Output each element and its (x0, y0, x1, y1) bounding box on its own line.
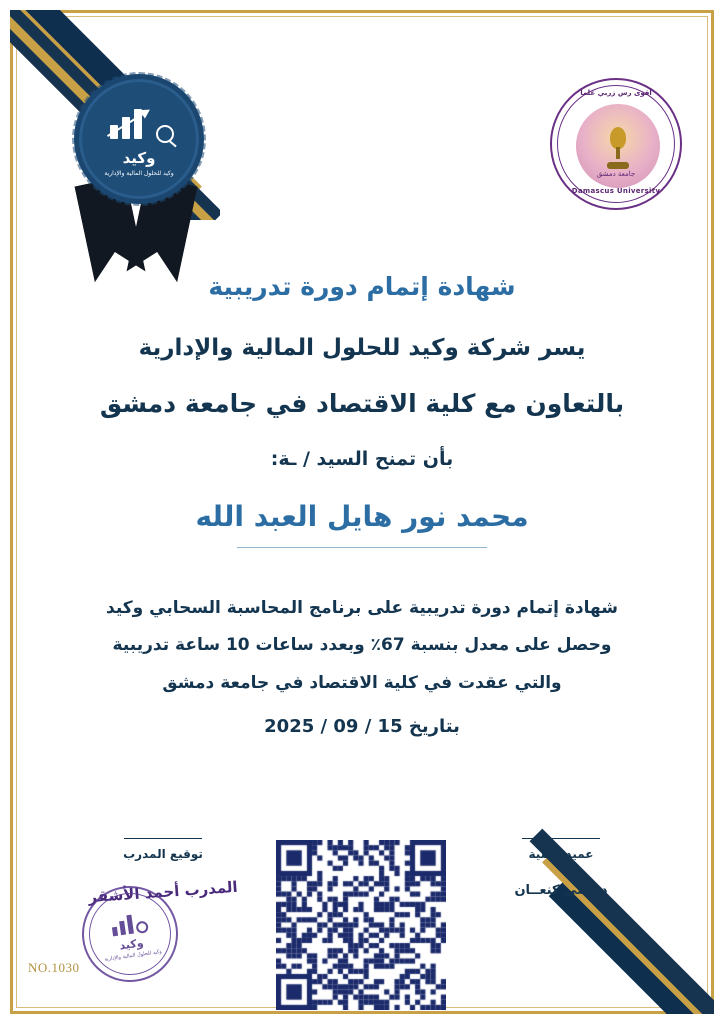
trainer-signature-block (58, 838, 268, 963)
trainer-role-label: توقيع المدرب (123, 847, 203, 861)
certificate-body (52, 272, 672, 737)
company-brand-name: وكيد (122, 148, 156, 167)
description-line-3: والتي عقدت في كلية الاقتصاد في جامعة دمشق (162, 672, 562, 693)
description-line-1: شهادة إتمام دورة تدريبية على برنامج المحاسبة السحابي وكيد (106, 598, 618, 618)
seal-text-arabic: جامعة دمشق (596, 170, 636, 178)
stamp-growth-chart-icon (104, 907, 153, 939)
trainer-signature-rule (124, 838, 202, 839)
stamp-tagline: وكيد للحلول المالية والإدارية (103, 948, 163, 963)
issue-date: بتاريخ 15 / 09 / 2025 (264, 716, 460, 738)
seal-text-english: Damascus University (571, 187, 661, 195)
dean-role-label: عميد الكلية (528, 847, 594, 861)
university-seal (550, 78, 682, 210)
stamp-brand-name: وكيد (118, 935, 145, 953)
dean-signature-block (456, 838, 666, 898)
company-tagline: وكيد للحلول المالية والإدارية (104, 169, 174, 177)
recipient-name-rule (237, 547, 487, 548)
dean-signature-rule (522, 838, 600, 839)
issuing-company-line: يسر شركة وكيد للحلول المالية والإدارية (138, 335, 586, 361)
certificate-title: شهادة إتمام دورة تدريبية (208, 272, 516, 301)
recipient-name: محمد نور هايل العبد الله (195, 500, 529, 533)
growth-chart-magnifier-icon (102, 101, 176, 147)
granted-to-label: بأن تمنح السيد / ـة: (270, 448, 454, 470)
oil-lamp-icon (605, 123, 631, 169)
trainer-handwritten-signature: المدرب أحمد الأشقر (87, 877, 239, 907)
company-badge (58, 68, 218, 278)
dean-name: د. علي كنعــان (514, 883, 608, 898)
cooperation-line: بالتعاون مع كلية الاقتصاد في جامعة دمشق (99, 389, 625, 418)
company-logo-rosette (74, 74, 204, 204)
description-line-2: وحصل على معدل بنسبة 67٪ وبعدد ساعات 10 ساعة تدريبية (112, 635, 612, 656)
seal-text-top: أقوى رس زربي علما (580, 89, 652, 97)
certificate-serial-number: NO.1030 (28, 960, 80, 975)
verification-qr-code[interactable] (276, 840, 446, 1010)
